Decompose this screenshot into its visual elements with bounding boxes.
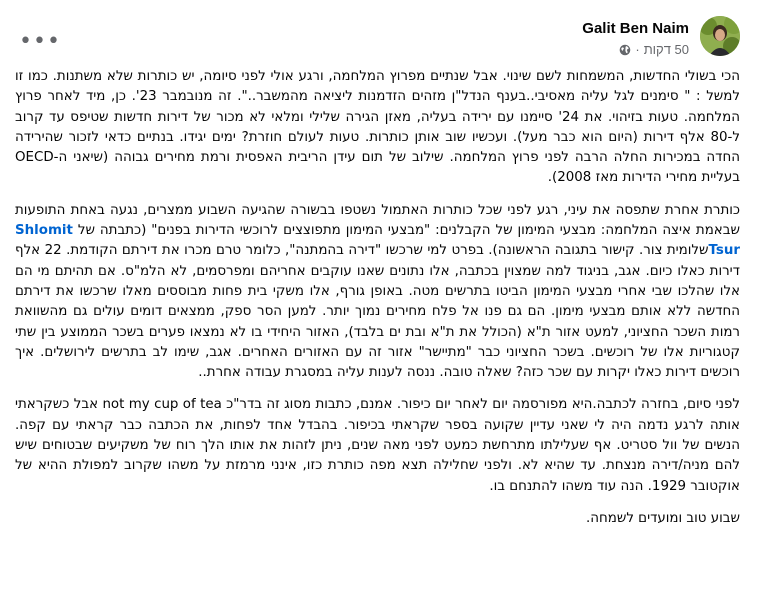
meta-separator: · [635,42,640,57]
post-body [15,67,740,541]
mention-link[interactable]: Shlomit Tsur [15,223,740,259]
post-meta [619,42,689,57]
post-paragraph: שבוע טוב ומועדים לשמחה. [585,510,740,526]
paragraph-text: כותרת אחרת שתפסה את עיני, רגע לפני שכל כותרות האתמול נשטפו בבשורה שהגיעה השבוע ממצרים, נגעה באחת התופעות שבאמת איצה המלחמה: מבצעי המימון של הקבלנים: "מבצעי המימון מתפוצצים לרוכשי הדירות בפנים" (כתבתה של [15,202,740,239]
post-paragraph: לפני סיום, בחזרה לכתבה.היא מפורסמה יום לאחר יום כיפור. אמנם, כתבות מסוג זה בדר"כ not my cup of tea אבל כשקראתי אותה לרגע נדמה היה לי שאני עדיין שקועה בספר שקראתי בכיפור. בהבדל אחד לפחות, את הכתבה כבר קראתי עם קפה. הנשים של וול סטריט. אף שעלילתו מתרחשת כמעט לפני מאה שנים, ניתן לזהות את אותו הלך רוח של משקיעים שבטוחים שיש להם מניה/דירה מנצחת. עד שהיא לא. ולפני שחלילה תצא מפה כותרת כזו, אינני מרמזת על משהו שקרוב למפולת ההיא של אוקטובר 1929. הנה עוד משהו להתנחם בו. [15,397,741,494]
profile-photo [700,16,740,56]
more-options-button[interactable] [19,24,61,58]
avatar[interactable] [700,16,740,56]
paragraph-text: שלומית צור. קישור בתגובה הראשונה). בפרט למי שרכשו "דירה בהמתנה", כלומר טרם מכרו את דירתם הקודמת. 22 אלף דירות כאלו כיום. אגב, בניגוד למה שמצוין בכתבה, אלו נתונים שאנו עוקבים אחריהם ומפרסמים, לא הלמ"ס. אם תהיתם מי הם אלו שהלכו שבי אחרי מבצעי המימון הביטו בתרשים מטה. באופן גורף, אלו משקי בית פחות מבוססים מאלו שרכשו את דירתם החדשה ללא אותם מבצעי מימון. הם גם פנו אל פלח מחירים נמוך יותר. למען הסר ספק, ממצאים דומים עולים גם מהשוואת רמות השכר החציוני, למעט אזור ת"א (הכולל את ת"א ובת ים בלבד), האזור היחידי בו לא נמצאו פערים בשכר הממוצע בין שתי קטגוריות אלו של רוכשים. בשכר החציוני כבר "מתיישר" אזור זה עם האזורים האחרים. אגב, שימו לב בתרשים לירושלים. איך רוכשים דירות כאלו יקרות עם שכר כזה? שאלה טובה. ננסה לענות עליה במסגרת עבודה אחרת.. [15,243,740,381]
post-time-link[interactable]: 50 דקות [643,42,689,57]
globe-icon[interactable] [619,44,631,56]
post-paragraph: הכי בשולי החדשות, המשמחות לשם שינוי. אבל שנתיים מפרוץ המלחמה, ורגע אולי לפני סיומה, יש כותרות שלא משתנות. כמו זו למשל : " סימנים לגל עליה מאסיבי..בענף הנדל"ן מזהים הזדמנות ליציאה מהמשבר..". זה מנובמבר 23'. כן, מיד לאחר פרוץ המלחמה. טעות בזיהוי. את 24' סיימנו עם ירידה בעליה, מאזן הגירה שלילי ומלאי לא מכור של דירות חדשות שטיפס עד קרוב ל-80 אלף דירות (היום הוא כבר מעל). ועכשיו שוב אותן כותרות. טעות לעולם חוזרת? ימים יגידו. בנתיים כדאי לזכור שהירידה החדה במכירות החלה הרבה לפני פרוץ המלחמה. שילוב של תום עידן הריבית האפסית ורמת מחירים גבוהה (שיאני ה-OECD בעליית מחירי הדירות מאז 2008). [15,69,741,186]
post-header [0,0,757,70]
author-name-link[interactable]: Galit Ben Naim [582,20,689,37]
post-paragraph [15,201,740,384]
more-horizontal-icon: ••• [19,28,61,54]
